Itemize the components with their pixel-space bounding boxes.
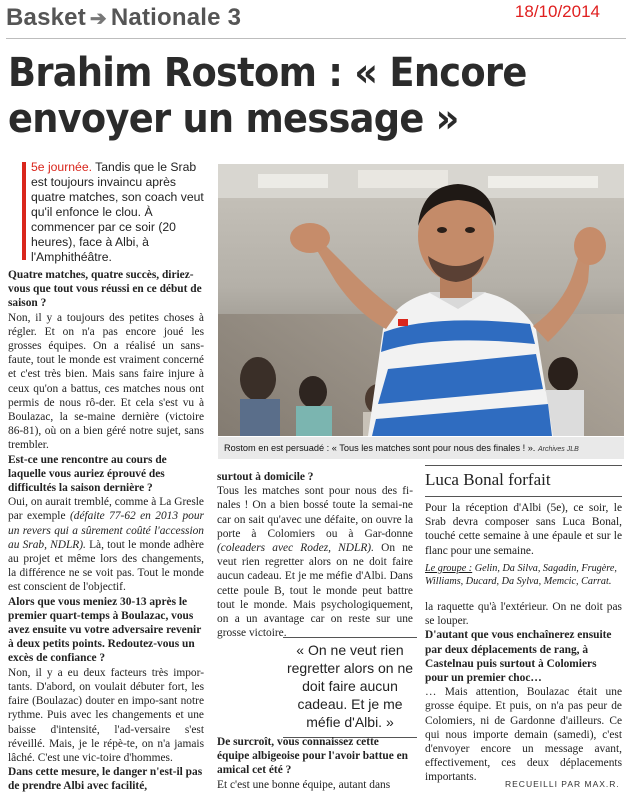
article-column-2 [217,470,413,640]
answer-5: Et c'est une bonne équipe, autant dans [217,778,391,791]
sidebar-group [425,562,622,588]
page-header [6,2,628,38]
article-column-2-bottom [217,735,413,805]
sidebar-title: Luca Bonal forfait [425,466,622,497]
sidebar-box [425,465,622,595]
article-column-3 [425,600,622,785]
publication-date: 18/10/2014 [514,2,600,21]
answer-2-note: (défaite 77-62 en 2013 pour un revers qui a sûrement coûté l'accession au Srab, NDLR). [8,510,204,551]
article-photo [218,164,624,436]
answer-4-start: Tous les matches sont pour nous des fi-nales ! On a bien bossé toute la semai-ne car on sait qu'avec une défaite, on ouvre la porte à Colomiers ou à Gar-donne [217,485,413,540]
answer-1: Non, il y a toujours des petites choses à régler. Et on n'a pas encore joué les grosses équipes. On a réalisé un sans-faute, tout le monde est vraiment concerné et c'est très bien. Mais sans faire injure à ceux qu'on a battus, ces matches nous ont permis de nous rô-der. Et cela s'est vu à Boulazac, la se-maine dernière (victoire 86-81), où on a bien géré notre sujet, sans trembler. [8,311,204,452]
header-divider [6,38,626,39]
question-1: Quatre matches, quatre succès, diriez-vous que tout vous réussi en ce début de saison ? [8,269,202,310]
caption-text: Rostom en est persuadé : « Tous les matches sont pour nous des finales ! ». [224,443,536,453]
question-4: Dans cette mesure, le danger n'est-il pas de prendre Albi avec facilité, [8,766,203,793]
coach-photo-illustration [218,164,624,436]
article-intro [31,160,211,265]
section-label [6,4,241,32]
intro-accent-bar [22,162,26,260]
group-names: Gelin, Da Silva, Sagadin, Frugère, Williams, Ducard, Da Sylva, Memcic, Carrat. [425,562,617,587]
question-2: Est-ce une rencontre au cours de laquelle vous auriez éprouvé des difficultés la saison dernière ? [8,453,167,495]
article-column-1 [8,268,204,804]
section-name: Basket [6,4,86,31]
question-3: Alors que vous meniez 30-13 après le premier quart-temps à Boulazac, vous avez ensuite vu votre adversaire revenir à deux petits points. Redoutez-vous un excès de confiance ? [8,595,202,665]
question-4-end: surtout à domicile ? [217,471,314,483]
photo-credit: Archives JLB [537,446,579,453]
subsection-name: Nationale 3 [110,4,242,31]
intro-text: Tandis que le Srab est toujours invaincu après quatre matches, son coach veut qu'il enfonce le clou. À commencer par ce soir (20 heures), face à Albi, à l'Amphithéâtre. [31,160,204,264]
answer-5-end: la raquette qu'à l'extérieur. On ne doit pas se louper. [425,601,622,628]
pull-quote: « On ne veut rien regretter alors on ne doit faire aucun cadeau. Et je me méfie d'Albi. » [283,637,417,738]
sidebar-text: Pour la réception d'Albi (5e), ce soir, le Srab devra composer sans Luca Bonal, touché cette semaine à une épaule et sur le flanc pour une semaine. [425,502,622,557]
group-label: Le groupe : [425,562,473,574]
photo-caption [218,437,624,459]
question-5: De surcroît, vous connaissez cette équipe albigeoise pour l'avoir battue en amical cet été ? [217,736,409,777]
arrow-right-icon: ➔ [89,8,107,30]
answer-4-end: On ne veut rien regretter alors on ne doit faire aucun cadeau. Et je me méfie d'Albi. Dans cette poule B, tout le monde peut battre tout le monde. Mais psychologiquement, on a un avantage car on reste sur une grosse victoire. [217,542,413,640]
answer-4-note: (coleaders avec Rodez, NDLR). [217,542,374,555]
answer-2 [8,495,204,594]
answer-3: Non, il y a eu deux facteurs très impor-tants. D'abord, on voulait débuter fort, les faire (Boulazac) douter en impo-sant notre rythme. Puis avec les changements et une baisse d'intensité, l'ad-versaire s'est réveillé. Mais, je le répè-te, on n'a jamais lâché. C'est une vic-toire d'hommes. [8,666,204,764]
answer-2-end: Là, tout le monde adhère au projet et même lors des changements, la différence ne se voit pas. Tout le monde est conscient de l'objectif. [8,538,204,594]
article-title: Brahim Rostom : « Encore envoyer un message » [8,50,527,142]
byline-signature: RECUEILLI PAR MAX.R. [505,779,620,789]
intro-kicker: 5e journée. [31,160,92,174]
question-6: D'autant que vous enchaînerez ensuite par deux déplacements de rang, à Castelnau puis surtout à Colomiers pour un premier choc… [425,629,612,685]
answer-4 [217,484,413,640]
answer-2-start: Oui, on aurait tremblé, comme à La Gresle par exemple [8,496,204,523]
answer-6: … Mais attention, Boulazac était une grosse équipe. Et puis, on n'a pas peur de Colomiers, ni de Gardonne d'ailleurs. Ce qui nous importe demain (samedi), c'est d'envoyer encore un message avant, effectivement, ces deux déplacements importants. [425,686,622,784]
